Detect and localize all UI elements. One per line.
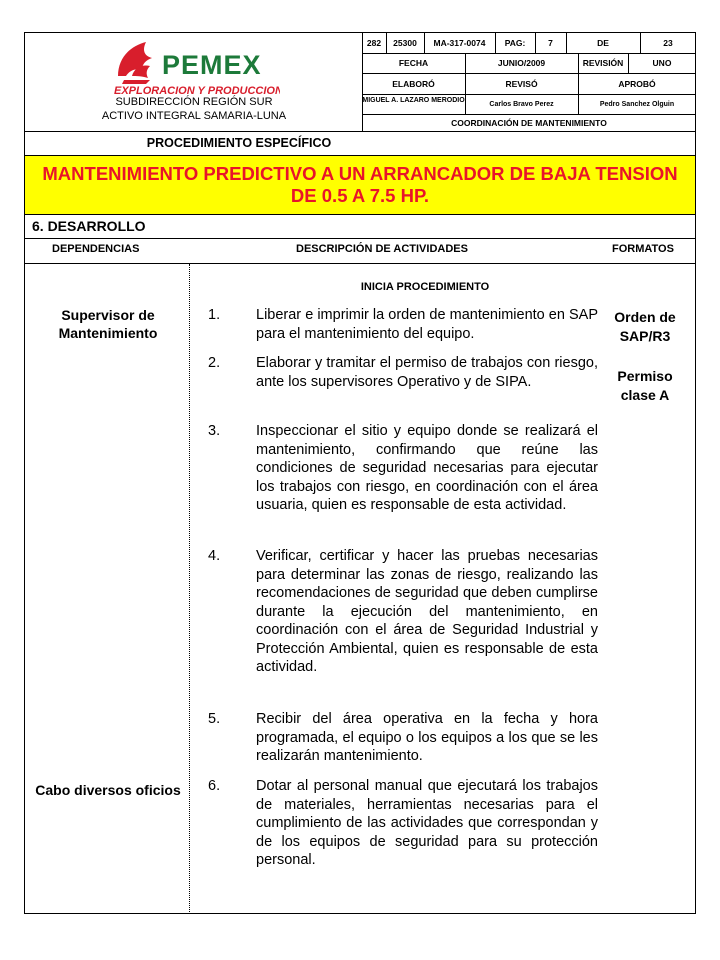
activity-item [200,777,598,870]
procedure-label: PROCEDIMIENTO ESPECÍFICO [146,136,332,150]
fecha-value: JUNIO/2009 [497,58,546,68]
de-label: DE [597,37,609,48]
aprobo-label: APROBÓ [618,78,656,89]
activity-number: 3. [208,423,221,439]
subdireccion: SUBDIRECCIÓN REGIÓN SUR [115,96,273,108]
pemex-eagle-icon [112,36,280,96]
activity-number: 6. [208,778,221,794]
document-title-banner [25,155,695,215]
code-2: 25300 [393,37,417,48]
activity-item [200,422,598,515]
fecha-label: FECHA [398,58,429,68]
activity-text: Verificar, certificar y hacer las pruebas necesarias para determinar las zonas de riesgo, realizando las recomendaciones de seguridad que deben cumplirse durante la ejecución del mantenimiento, en coordinación con el área de Seguridad Industrial y Protección Ambiental, quien es responsable de esta actividad. [256,548,598,675]
format-orden-sap: Orden de SAP/R3 [614,309,676,344]
column-dependencias: DEPENDENCIAS [52,243,140,255]
grid-line [24,238,696,239]
logo-brand: PEMEX [162,50,262,80]
activity-item [200,354,598,391]
activity-text: Recibir del área operativa en la fecha y hora programada, el equipo o los equipos a los que se les realizarán mantenimiento. [256,711,598,764]
reviso-label: REVISÓ [505,78,538,89]
activity-number: 4. [208,548,221,564]
logo-tagline: EXPLORACION Y PRODUCCION [114,85,280,96]
section-title: 6. DESARROLLO [32,218,146,234]
document-code: MA-317-0074 [433,37,486,48]
activity-number: 2. [208,355,221,371]
grid-line [24,263,696,264]
page-number: 7 [548,37,553,48]
activo: ACTIVO INTEGRAL SAMARIA-LUNA [101,110,287,122]
column-separator [189,264,190,914]
revision-label: REVISIÓN [582,58,624,68]
activity-number: 1. [208,307,221,323]
header-bottom-rule [24,131,696,132]
activity-item [200,710,598,766]
activity-text: Dotar al personal manual que ejecutará los trabajos de materiales, herramientas necesarias para el cumplimiento de las actividades que correspondan y de los equipos de seguridad para su protección personal. [256,778,598,868]
column-formatos: FORMATOS [612,243,674,255]
activity-item [200,306,598,343]
inicia-procedimiento: INICIA PROCEDIMIENTO [360,281,490,293]
aprobo-name: Pedro Sanchez Olguin [599,100,675,108]
activity-text: Elaborar y tramitar el permiso de trabajos con riesgo, ante los supervisores Operativo y de SIPA. [256,355,598,390]
revision-value: UNO [652,58,672,68]
dependency-supervisor: Supervisor de Mantenimiento [58,307,158,341]
activity-text: Inspeccionar el sitio y equipo donde se realizará el mantenimiento, confirmando que reúne las condiciones de seguridad necesarias para ejecutar los trabajos con riesgo, en coordinación con el área usuaria, quien es responsable de esta actividad. [256,423,598,513]
format-permiso: Permiso clase A [617,368,673,403]
activity-text: Liberar e imprimir la orden de mantenimiento en SAP para el mantenimiento del equipo. [256,307,598,342]
page-total: 23 [663,37,673,48]
elaboro-name: MIGUEL A. LAZARO MERODIO [362,97,465,104]
elaboro-label: ELABORÓ [392,78,435,89]
page-label: PAG: [504,37,526,48]
code-1: 282 [366,37,382,48]
activity-number: 5. [208,711,221,727]
document-title: MANTENIMIENTO PREDICTIVO A UN ARRANCADOR DE BAJA TENSION DE 0.5 A 7.5 HP. [42,163,678,206]
reviso-name: Carlos Bravo Perez [489,100,554,108]
pemex-logo [112,36,280,96]
coordinacion-label: COORDINACIÓN DE MANTENIMIENTO [451,117,607,128]
dependency-cabo: Cabo diversos oficios [35,782,181,798]
column-descripcion: DESCRIPCIÓN DE ACTIVIDADES [296,243,468,255]
activity-item [200,547,598,677]
